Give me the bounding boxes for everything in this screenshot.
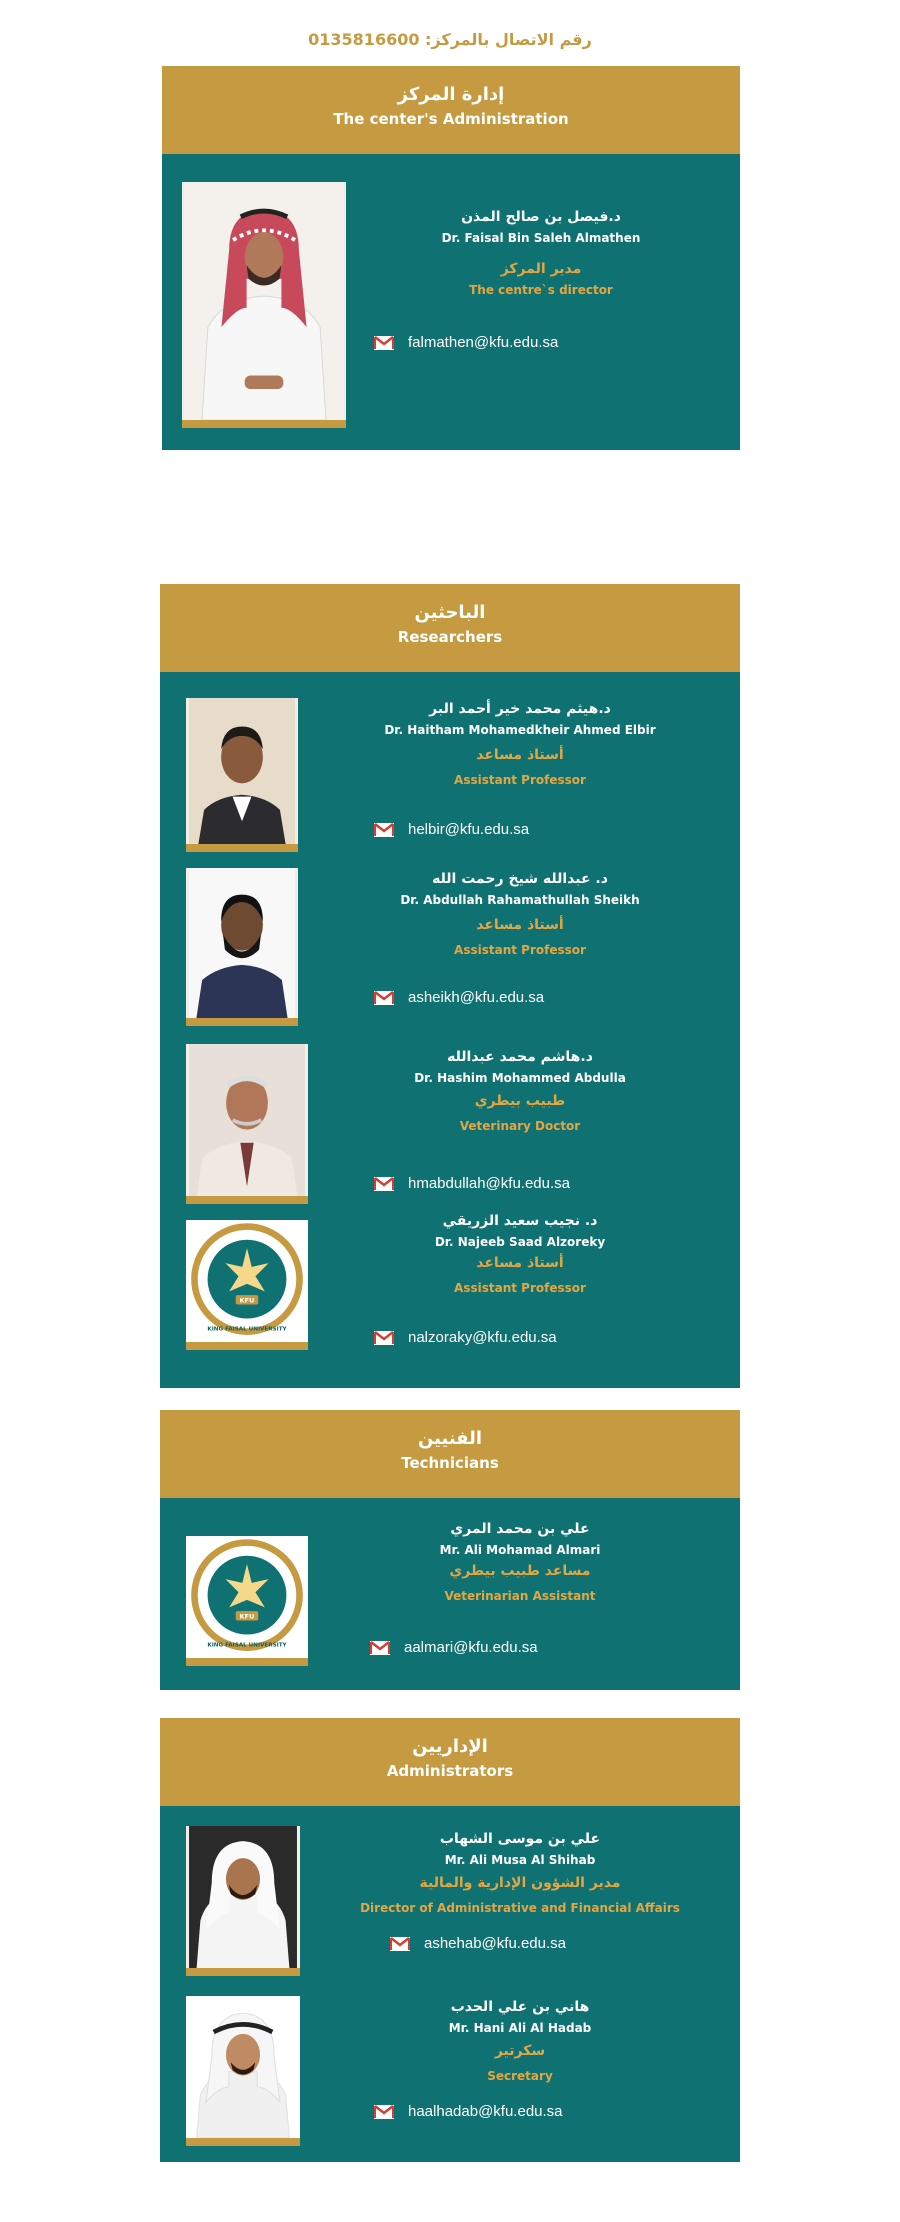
staff-email-text[interactable]: falmathen@kfu.edu.sa bbox=[408, 334, 559, 351]
section-body bbox=[160, 1498, 740, 1690]
section-title-ar: إدارة المركز bbox=[397, 84, 505, 105]
staff-email[interactable] bbox=[374, 820, 529, 840]
person-photo-icon bbox=[186, 698, 298, 844]
staff-title-en: Assistant Professor bbox=[454, 1281, 586, 1295]
staff-info bbox=[362, 206, 720, 300]
staff-title-ar: أستاذ مساعد bbox=[476, 1255, 564, 1271]
person-photo-icon bbox=[186, 1826, 300, 1968]
staff-email-text[interactable]: hmabdullah@kfu.edu.sa bbox=[408, 1175, 570, 1192]
section-title-ar: الإداريين bbox=[412, 1736, 488, 1757]
staff-info bbox=[320, 1518, 720, 1606]
section-administrators bbox=[160, 1718, 740, 2162]
section-header bbox=[160, 1718, 740, 1806]
staff-photo bbox=[186, 1044, 308, 1204]
section-administration bbox=[162, 66, 740, 450]
staff-title-en: The centre`s director bbox=[469, 283, 613, 297]
staff-card bbox=[160, 1020, 740, 1200]
logo-abbr: KFU bbox=[239, 1296, 255, 1305]
staff-name-en: Dr. Abdullah Rahamathullah Sheikh bbox=[400, 893, 640, 907]
staff-email-text[interactable]: ashehab@kfu.edu.sa bbox=[424, 1935, 566, 1952]
staff-info bbox=[320, 1996, 720, 2086]
staff-name-ar: د.هاشم محمد عبدالله bbox=[447, 1049, 593, 1065]
mail-icon bbox=[374, 1177, 394, 1191]
section-title-en: Researchers bbox=[397, 628, 503, 646]
section-title-ar: الفنيين bbox=[417, 1428, 483, 1449]
staff-title-en: Secretary bbox=[487, 2069, 553, 2083]
staff-card bbox=[160, 1200, 740, 1370]
staff-card bbox=[160, 1806, 740, 1982]
staff-info bbox=[320, 868, 720, 960]
section-title-en: Administrators bbox=[386, 1762, 514, 1780]
section-technicians bbox=[160, 1410, 740, 1690]
staff-name-ar: د.هيثم محمد خير أحمد البر bbox=[429, 701, 611, 717]
center-phone: رقم الاتصال بالمركز: 0135816600 bbox=[308, 30, 592, 49]
staff-email-text[interactable]: aalmari@kfu.edu.sa bbox=[404, 1639, 538, 1656]
staff-title-en: Director of Administrative and Financial Affairs bbox=[360, 1901, 680, 1915]
mail-icon bbox=[370, 1641, 390, 1655]
section-header bbox=[160, 584, 740, 672]
staff-name-ar: د.فيصل بن صالح المذن bbox=[461, 209, 621, 225]
staff-title-ar: أستاذ مساعد bbox=[476, 917, 564, 933]
staff-name-en: Mr. Ali Musa Al Shihab bbox=[444, 1853, 596, 1867]
staff-card bbox=[160, 672, 740, 842]
staff-email[interactable] bbox=[374, 1328, 557, 1348]
person-photo-icon bbox=[186, 868, 298, 1018]
person-photo-icon bbox=[186, 1996, 300, 2138]
staff-title-en: Assistant Professor bbox=[454, 773, 586, 787]
staff-card bbox=[160, 1498, 740, 1690]
mail-icon bbox=[374, 823, 394, 837]
staff-name-ar: هاني بن علي الحدب bbox=[450, 1999, 590, 2015]
staff-title-en: Veterinarian Assistant bbox=[444, 1589, 596, 1603]
staff-email-text[interactable]: asheikh@kfu.edu.sa bbox=[408, 989, 545, 1006]
staff-email[interactable] bbox=[370, 1638, 538, 1658]
staff-photo bbox=[186, 1220, 308, 1350]
staff-info bbox=[320, 698, 720, 790]
mail-icon bbox=[374, 991, 394, 1005]
staff-info bbox=[320, 1828, 720, 1918]
section-header bbox=[162, 66, 740, 154]
staff-card bbox=[160, 1982, 740, 2162]
staff-title-ar: طبيب بيطري bbox=[474, 1093, 566, 1109]
staff-title-en: Assistant Professor bbox=[454, 943, 586, 957]
staff-title-ar: أستاذ مساعد bbox=[476, 747, 564, 763]
staff-card bbox=[160, 842, 740, 1012]
mail-icon bbox=[374, 2105, 394, 2119]
staff-title-en: Veterinary Doctor bbox=[459, 1119, 581, 1133]
section-header bbox=[160, 1410, 740, 1498]
mail-icon bbox=[374, 1331, 394, 1345]
staff-email-text[interactable]: helbir@kfu.edu.sa bbox=[408, 821, 530, 838]
staff-name-en: Dr. Najeeb Saad Alzoreky bbox=[434, 1235, 606, 1249]
mail-icon bbox=[390, 1937, 410, 1951]
staff-title-ar: مدير المركز bbox=[500, 261, 582, 277]
staff-name-ar: د. عبدالله شيخ رحمت الله bbox=[432, 871, 608, 887]
staff-title-ar: مدير الشؤون الإدارية والمالية bbox=[419, 1875, 621, 1891]
staff-name-en: Dr. Hashim Mohammed Abdulla bbox=[414, 1071, 626, 1085]
staff-photo bbox=[182, 182, 346, 428]
staff-name-ar: علي بن محمد المري bbox=[450, 1521, 590, 1537]
staff-name-en: Dr. Haitham Mohamedkheir Ahmed Elbir bbox=[384, 723, 656, 737]
staff-name-en: Mr. Ali Mohamad Almari bbox=[439, 1543, 601, 1557]
section-title-ar: الباحثين bbox=[414, 602, 486, 623]
staff-email-text[interactable]: nalzoraky@kfu.edu.sa bbox=[408, 1329, 557, 1346]
section-title-en: Technicians bbox=[401, 1454, 499, 1472]
person-photo-icon bbox=[186, 1044, 308, 1196]
staff-info bbox=[320, 1210, 720, 1298]
kfu-logo-icon bbox=[186, 1536, 308, 1658]
staff-photo bbox=[186, 1536, 308, 1666]
staff-photo bbox=[186, 698, 298, 852]
staff-photo bbox=[186, 868, 298, 1026]
mail-icon bbox=[374, 336, 394, 350]
section-title-en: The center's Administration bbox=[333, 110, 569, 128]
logo-abbr: KFU bbox=[239, 1612, 255, 1621]
staff-card bbox=[162, 154, 740, 450]
section-body bbox=[160, 672, 740, 1388]
staff-name-en: Dr. Faisal Bin Saleh Almathen bbox=[441, 231, 641, 245]
staff-photo bbox=[186, 1996, 300, 2146]
kfu-logo-icon bbox=[186, 1220, 308, 1342]
staff-name-en: Mr. Hani Ali Al Hadab bbox=[448, 2021, 592, 2035]
section-researchers bbox=[160, 584, 740, 1388]
staff-title-ar: سكرتير bbox=[494, 2043, 546, 2059]
staff-title-ar: مساعد طبيب بيطري bbox=[449, 1563, 591, 1579]
staff-email-text[interactable]: haalhadab@kfu.edu.sa bbox=[408, 2103, 563, 2120]
staff-name-ar: علي بن موسى الشهاب bbox=[439, 1831, 601, 1847]
staff-email[interactable] bbox=[374, 1174, 570, 1194]
logo-university-name: KING FAISAL UNIVERSITY bbox=[207, 1326, 287, 1333]
person-photo-icon bbox=[182, 182, 346, 420]
staff-name-ar: د. نجيب سعيد الزريقي bbox=[442, 1213, 598, 1229]
staff-info bbox=[320, 1046, 720, 1136]
staff-email[interactable] bbox=[374, 2102, 563, 2122]
staff-email[interactable] bbox=[390, 1934, 566, 1954]
section-body bbox=[162, 154, 740, 450]
logo-university-name: KING FAISAL UNIVERSITY bbox=[207, 1642, 287, 1649]
staff-photo bbox=[186, 1826, 300, 1976]
staff-email[interactable] bbox=[374, 988, 544, 1008]
section-body bbox=[160, 1806, 740, 2162]
staff-email[interactable] bbox=[374, 333, 558, 353]
